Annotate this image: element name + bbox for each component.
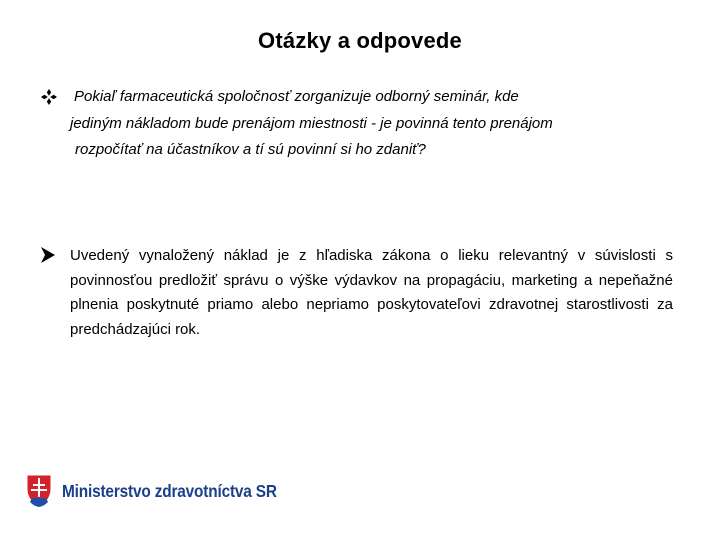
answer-text: Uvedený vynaložený náklad je z hľadiska zákona o lieku relevantný v súvislosti s povinnosťou predložiť správu o výške výdavkov na propagáciu, marketing a nepeňažné plnenia poskytnuté priamo alebo nepriamo poskytovateľovi zdravotnej starostlivosti za predchádzajúci rok. (70, 247, 673, 338)
question-line-3: rozpočítať na účastníkov a tí sú povinní si ho zdaniť? (75, 141, 426, 158)
question-line-2: jediným nákladom bude prenájom miestnosti - je povinná tento prenájom (70, 115, 553, 132)
page-title: Otázky a odpovede (258, 28, 462, 53)
ministry-logo (26, 472, 306, 510)
diamond-bullet-icon (40, 88, 58, 106)
slovak-coat-of-arms-icon (26, 474, 52, 508)
question-line-1: Pokiaľ farmaceutická spoločnosť zorganizuje odborný seminár, kde (74, 88, 519, 105)
arrowhead-bullet-icon (40, 246, 56, 264)
ministry-name: Ministerstvo zdravotníctva SR (62, 480, 277, 501)
